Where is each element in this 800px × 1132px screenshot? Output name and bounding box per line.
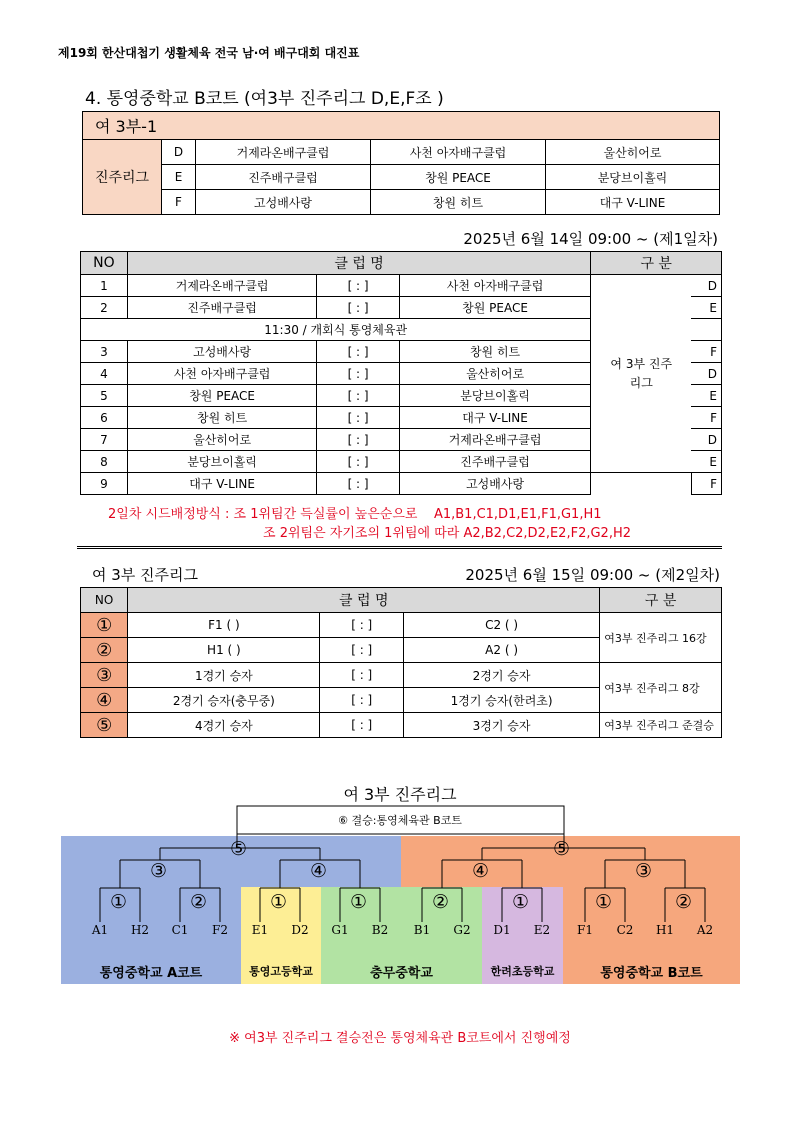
qf-label: ④ (310, 860, 328, 882)
group-letter: E (162, 165, 196, 190)
group-header: 여 3부-1 (83, 112, 720, 140)
seed-label: E1 (251, 923, 269, 937)
r16-match-label: ① (270, 891, 288, 913)
seed-note-line1: 2일차 시드배정방식 : 조 1위팀간 득실률이 높은순으로 A1,B1,C1,D1,E1,F1,G1,H1 (108, 507, 602, 522)
match-no: 3 (81, 341, 128, 363)
match-no: 4 (81, 363, 128, 385)
venue-a-court: 통영중학교 A코트 (99, 966, 203, 981)
seed-label: H2 (130, 923, 150, 937)
team-b: 사천 아자배구클럽 (399, 275, 591, 297)
seed-label: H1 (655, 923, 675, 937)
seed-label: E2 (533, 923, 551, 937)
seed-label: B1 (413, 923, 431, 937)
venue-tongyeong-high: 통영고등학교 (249, 965, 313, 978)
bracket-title: 여 3부 진주리그 (343, 785, 457, 804)
team-cell: 진주배구클럽 (196, 165, 371, 190)
score: [ : ] (317, 363, 399, 385)
qf-label: ④ (472, 860, 490, 882)
r16-match-label: ② (190, 891, 208, 913)
team-b: 진주배구클럽 (399, 451, 591, 473)
group-table (82, 111, 720, 215)
team-b: 울산히어로 (399, 363, 591, 385)
match-no: 1 (81, 275, 128, 297)
score: [ : ] (320, 688, 404, 713)
venue-hanryeo-elem: 한려초등학교 (490, 965, 555, 978)
section-title: 4. 통영중학교 B코트 (여3부 진주리그 D,E,F조 ) (85, 89, 444, 109)
r16-match-label: ① (110, 891, 128, 913)
score: [ : ] (317, 385, 399, 407)
group-code: F (691, 407, 721, 429)
score: [ : ] (317, 473, 399, 495)
semi-right: ⑤ (553, 838, 571, 860)
seed-note-line2: 조 2위팀은 자기조의 1위팀에 따라 A2,B2,C2,D2,E2,F2,G2,H2 (263, 526, 631, 541)
seed-label: G2 (453, 923, 471, 937)
r16-match-label: ① (512, 891, 530, 913)
day1-table (80, 251, 722, 495)
division-semi: 여3부 진주리그 준결승 (600, 713, 722, 738)
team-a: 고성배사랑 (127, 341, 317, 363)
qf-label: ③ (150, 860, 168, 882)
team-b: 고성배사랑 (399, 473, 591, 495)
col-club: 클 럽 명 (128, 588, 600, 613)
r16-match-label: ① (350, 891, 368, 913)
team-cell: 분당브이홀릭 (546, 165, 720, 190)
group-code: F (691, 341, 721, 363)
seed-label: C2 (616, 923, 634, 937)
venue-b-court: 통영중학교 B코트 (600, 966, 703, 981)
score: [ : ] (317, 297, 399, 319)
score: [ : ] (317, 407, 399, 429)
score: [ : ] (320, 638, 404, 663)
team-b: 거제라온배구클럽 (399, 429, 591, 451)
col-club: 클 럽 명 (127, 252, 591, 275)
team-b: 3경기 승자 (403, 713, 599, 738)
seed-label: D2 (291, 923, 309, 937)
match-no: 5 (81, 385, 128, 407)
team-a: H1 ( ) (128, 638, 320, 663)
semi-left: ⑤ (230, 838, 248, 860)
r16-match-label: ② (675, 891, 693, 913)
team-a: 2경기 승자(충무중) (128, 688, 320, 713)
seed-label: G1 (331, 923, 349, 937)
score: [ : ] (317, 429, 399, 451)
team-cell: 창원 PEACE (371, 165, 546, 190)
group-code: D (691, 363, 721, 385)
division-16: 여3부 진주리그 16강 (600, 613, 722, 663)
seed-label: F1 (577, 923, 593, 937)
seed-label: D1 (493, 923, 511, 937)
team-cell: 고성배사랑 (196, 190, 371, 215)
team-b: C2 ( ) (403, 613, 599, 638)
match-no: 9 (81, 473, 128, 495)
final-label: ⑥ 결승:통영체육관 B코트 (338, 814, 462, 827)
team-b: A2 ( ) (403, 638, 599, 663)
division-8: 여3부 진주리그 8강 (600, 663, 722, 713)
group-code: D (691, 429, 721, 451)
seed-label: A1 (91, 923, 109, 937)
match-no: ② (81, 638, 128, 663)
team-b: 2경기 승자 (403, 663, 599, 688)
match-no: 7 (81, 429, 128, 451)
team-cell: 사천 아자배구클럽 (371, 140, 546, 165)
score: [ : ] (317, 451, 399, 473)
group-code: E (691, 385, 721, 407)
score: [ : ] (320, 713, 404, 738)
seed-label: C1 (171, 923, 189, 937)
footer-note: ※ 여3부 진주리그 결승전은 통영체육관 B코트에서 진행예정 (229, 1031, 571, 1046)
day2-date: 2025년 6월 15일 09:00 ~ (제2일차) (465, 566, 720, 584)
r16-match-label: ① (595, 891, 613, 913)
col-division: 구 분 (600, 588, 722, 613)
seed-label: F2 (212, 923, 228, 937)
team-a: 4경기 승자 (128, 713, 320, 738)
team-a: 사천 아자배구클럽 (127, 363, 317, 385)
league-label: 진주리그 (83, 140, 162, 215)
team-b: 대구 V-LINE (399, 407, 591, 429)
division-cell: 여 3부 진주리그 (591, 275, 691, 473)
group-letter: D (162, 140, 196, 165)
group-letter: F (162, 190, 196, 215)
team-a: 진주배구클럽 (127, 297, 317, 319)
ceremony-row: 11:30 / 개회식 통영체육관 (81, 319, 591, 341)
team-a: 분당브이홀릭 (127, 451, 317, 473)
group-code: E (691, 451, 721, 473)
r16-match-label: ② (432, 891, 450, 913)
match-no: ④ (81, 688, 128, 713)
team-b: 분당브이홀릭 (399, 385, 591, 407)
score: [ : ] (320, 663, 404, 688)
team-a: 창원 PEACE (127, 385, 317, 407)
divider (77, 546, 722, 549)
team-cell: 창원 히트 (371, 190, 546, 215)
match-no: ⑤ (81, 713, 128, 738)
team-a: F1 ( ) (128, 613, 320, 638)
day2-table (80, 587, 722, 738)
team-a: 1경기 승자 (128, 663, 320, 688)
team-a: 대구 V-LINE (127, 473, 317, 495)
team-b: 1경기 승자(한려초) (403, 688, 599, 713)
score: [ : ] (317, 275, 399, 297)
match-no: 6 (81, 407, 128, 429)
team-b: 창원 PEACE (399, 297, 591, 319)
match-no: 8 (81, 451, 128, 473)
match-no: 2 (81, 297, 128, 319)
group-code: D (691, 275, 721, 297)
team-a: 창원 히트 (127, 407, 317, 429)
day2-league: 여 3부 진주리그 (92, 566, 199, 584)
score: [ : ] (320, 613, 404, 638)
team-a: 거제라온배구클럽 (127, 275, 317, 297)
match-no: ③ (81, 663, 128, 688)
team-b: 창원 히트 (399, 341, 591, 363)
group-code: F (691, 473, 721, 495)
match-no: ① (81, 613, 128, 638)
qf-label: ③ (635, 860, 653, 882)
doc-title: 제19회 한산대첩기 생활체육 전국 남·여 배구대회 대진표 (58, 46, 360, 60)
group-code: E (691, 297, 721, 319)
day1-date: 2025년 6월 14일 09:00 ~ (제1일차) (463, 230, 718, 248)
col-no: NO (81, 252, 128, 275)
seed-label: A2 (696, 923, 714, 937)
col-division: 구 분 (591, 252, 722, 275)
team-a: 울산히어로 (127, 429, 317, 451)
venue-chungmu-middle: 충무중학교 (370, 966, 433, 981)
team-cell: 대구 V-LINE (546, 190, 720, 215)
col-no: NO (81, 588, 128, 613)
seed-label: B2 (371, 923, 389, 937)
team-cell: 울산히어로 (546, 140, 720, 165)
team-cell: 거제라온배구클럽 (196, 140, 371, 165)
score: [ : ] (317, 341, 399, 363)
